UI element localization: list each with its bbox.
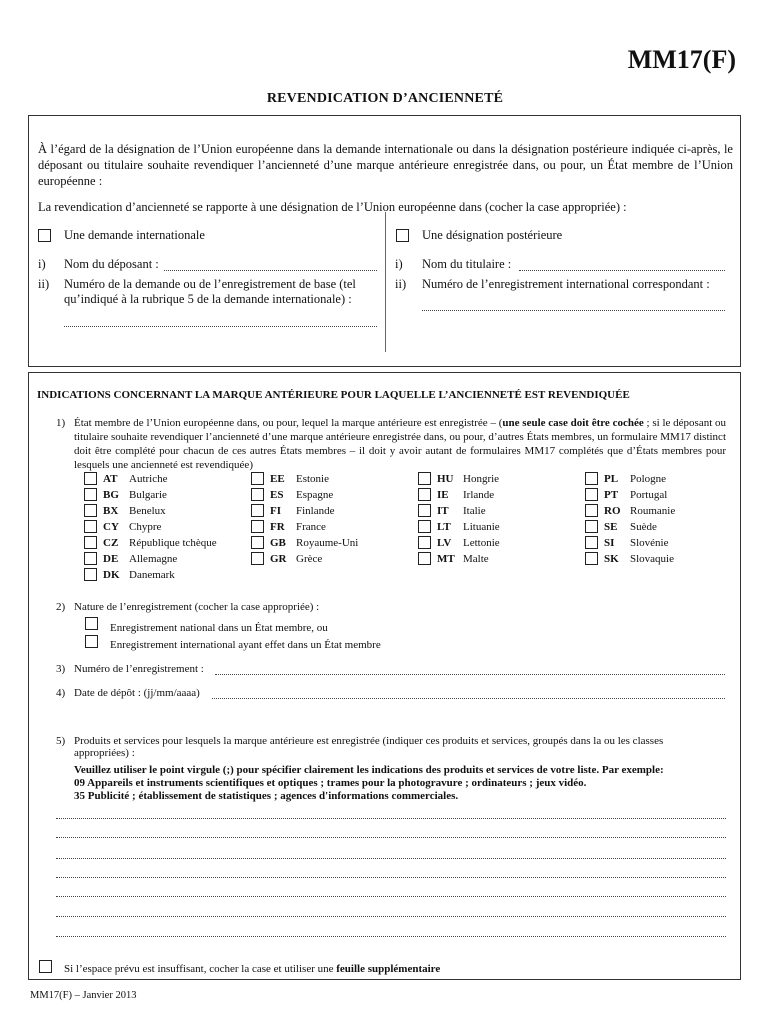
country-label	[437, 553, 489, 566]
q1-text: État membre de l’Union européenne dans, ou pour, lequel la marque antérieure est enregistrée – (une seule case doit être cochée ; si le déposant ou titulaire souhaite revendiquer l’ancienneté d’une marque antérieure enregistrée dans, ou pour, d’autres États membres, un formulaire MM17 distinct doit être complété pour chacun de ces autres États membres – il doit y avoir autant de formulaires MM17 complétés que d’États membres pour lesquels une ancienneté est revendiquée)	[74, 417, 727, 471]
subsequent-designation-label: Une désignation postérieure	[422, 228, 563, 242]
country-code: CY	[103, 521, 119, 533]
country-name: Irlande	[463, 489, 495, 501]
earlier-mark-section	[28, 372, 741, 980]
country-checkbox-sk[interactable]	[585, 552, 598, 565]
country-name: Lettonie	[463, 537, 500, 549]
international-application-label: Une demande internationale	[64, 228, 205, 242]
country-code: SE	[604, 521, 618, 533]
country-code: PT	[604, 489, 619, 501]
country-label	[604, 505, 675, 518]
additional-sheet-text: Si l’espace prévu est insuffisant, cocher la case et utiliser une feuille supplémentaire	[64, 963, 441, 975]
q3-number: 3)	[56, 663, 66, 675]
country-code: PL	[604, 473, 619, 485]
national-registration-label: Enregistrement national dans un État membre, ou	[110, 622, 328, 634]
country-name: Suède	[630, 521, 657, 533]
country-code: GR	[270, 553, 287, 565]
country-name: Grèce	[296, 553, 323, 565]
q1-number: 1)	[56, 417, 66, 429]
q3-label: Numéro de l’enregistrement :	[74, 663, 204, 675]
goods-services-line[interactable]	[56, 896, 726, 897]
country-code: SK	[604, 553, 619, 565]
country-code: HU	[437, 473, 454, 485]
country-label	[270, 537, 358, 550]
q2-label: Nature de l’enregistrement (cocher la case appropriée) :	[74, 601, 320, 613]
country-checkbox-pl[interactable]	[585, 472, 598, 485]
intl-registration-number-label: Numéro de l’enregistrement international correspondant :	[422, 277, 710, 291]
country-label	[103, 569, 175, 582]
intro-text: À l’égard de la désignation de l’Union européenne dans la demande internationale ou dans la désignation postérieure indiquée ci-après, le déposant ou titulaire souhaite revendiquer l’ancienneté d’une marque antérieure enregistrée dans, ou pour, un État membre de l’Union européenne :	[38, 142, 733, 188]
subsequent-designation-checkbox[interactable]	[396, 229, 409, 242]
country-label	[270, 553, 322, 566]
country-code: LT	[437, 521, 451, 533]
right-i-number: i)	[395, 257, 403, 271]
country-code: DK	[103, 569, 120, 581]
country-name: Espagne	[296, 489, 334, 501]
goods-services-line[interactable]	[56, 916, 726, 917]
country-label	[103, 537, 217, 550]
country-label	[437, 505, 486, 518]
country-name: Malte	[463, 553, 489, 565]
applicant-name-label: Nom du déposant :	[64, 257, 159, 271]
q2-number: 2)	[56, 601, 66, 613]
q4-label: Date de dépôt : (jj/mm/aaaa)	[74, 687, 200, 699]
country-checkbox-lt[interactable]	[418, 520, 431, 533]
country-checkbox-at[interactable]	[84, 472, 97, 485]
designation-section	[28, 115, 741, 367]
q5-number: 5)	[56, 735, 66, 747]
page-title: REVENDICATION D’ANCIENNETÉ	[266, 91, 504, 106]
additional-sheet-checkbox[interactable]	[39, 960, 52, 973]
country-code: LV	[437, 537, 452, 549]
q5-example-09: 09 Appareils et instruments scientifiques et optiques ; trames pour la photogravure ; ordinateurs ; jeux vidéo.	[74, 777, 587, 789]
country-code: FI	[270, 505, 281, 517]
country-name: Allemagne	[129, 553, 178, 565]
form-code: MM17(F)	[627, 45, 736, 74]
country-name: Benelux	[129, 505, 166, 517]
country-label	[437, 521, 500, 534]
q5-example-35: 35 Publicité ; établissement de statistiques ; agences d'informations commerciales.	[74, 790, 459, 802]
country-label	[604, 553, 674, 566]
country-code: RO	[604, 505, 621, 517]
country-checkbox-mt[interactable]	[418, 552, 431, 565]
country-checkbox-cy[interactable]	[84, 520, 97, 533]
goods-services-line[interactable]	[56, 877, 726, 878]
country-code: IE	[437, 489, 449, 501]
country-checkbox-ie[interactable]	[418, 488, 431, 501]
country-code: AT	[103, 473, 118, 485]
country-checkbox-es[interactable]	[251, 488, 264, 501]
basic-number-field[interactable]	[64, 326, 377, 327]
applicant-name-field[interactable]	[164, 270, 377, 271]
country-name: Lituanie	[463, 521, 500, 533]
country-code: SI	[604, 537, 615, 549]
country-name: Portugal	[630, 489, 668, 501]
country-name: Slovaquie	[630, 553, 674, 565]
country-checkbox-bg[interactable]	[84, 488, 97, 501]
country-name: République tchèque	[129, 537, 217, 549]
country-code: EE	[270, 473, 285, 485]
country-label	[270, 489, 333, 502]
country-checkbox-ro[interactable]	[585, 504, 598, 517]
country-checkbox-gr[interactable]	[251, 552, 264, 565]
country-name: France	[296, 521, 326, 533]
country-name: Estonie	[296, 473, 329, 485]
country-name: Danemark	[129, 569, 175, 581]
column-divider	[385, 212, 386, 352]
country-code: DE	[103, 553, 119, 565]
goods-services-line[interactable]	[56, 936, 726, 937]
country-checkbox-bx[interactable]	[84, 504, 97, 517]
holder-name-field[interactable]	[519, 270, 725, 271]
national-registration-checkbox[interactable]	[85, 617, 98, 630]
country-name: Pologne	[630, 473, 667, 485]
left-ii-number: ii)	[38, 277, 50, 291]
country-label	[103, 505, 166, 518]
registration-number-field[interactable]	[215, 674, 725, 675]
country-checkbox-ee[interactable]	[251, 472, 264, 485]
goods-services-line[interactable]	[56, 858, 726, 859]
country-checkbox-gb[interactable]	[251, 536, 264, 549]
country-label	[604, 473, 666, 486]
country-code: FR	[270, 521, 285, 533]
country-label	[437, 489, 494, 502]
country-checkbox-pt[interactable]	[585, 488, 598, 501]
country-checkbox-it[interactable]	[418, 504, 431, 517]
country-code: MT	[437, 553, 455, 565]
country-label	[103, 521, 161, 534]
q4-number: 4)	[56, 687, 66, 699]
country-name: Finlande	[296, 505, 335, 517]
goods-services-line[interactable]	[56, 837, 726, 838]
international-registration-label: Enregistrement international ayant effet dans un État membre	[110, 639, 381, 651]
international-registration-checkbox[interactable]	[85, 635, 98, 648]
country-name: Chypre	[129, 521, 162, 533]
country-name: Italie	[463, 505, 486, 517]
country-checkbox-cz[interactable]	[84, 536, 97, 549]
country-code: IT	[437, 505, 449, 517]
country-label	[604, 489, 667, 502]
country-label	[437, 473, 499, 486]
country-name: Roumanie	[630, 505, 676, 517]
country-label	[270, 473, 329, 486]
country-name: Slovénie	[630, 537, 669, 549]
basic-number-label-line1: Numéro de la demande ou de l’enregistrement de base (tel	[64, 277, 356, 291]
basic-number-label-line2: qu’indiqué à la rubrique 5 de la demande internationale) :	[64, 292, 352, 306]
right-ii-number: ii)	[395, 277, 407, 291]
country-label	[103, 553, 177, 566]
country-name: Royaume-Uni	[296, 537, 359, 549]
country-checkbox-si[interactable]	[585, 536, 598, 549]
country-checkbox-dk[interactable]	[84, 568, 97, 581]
intl-registration-number-field[interactable]	[422, 310, 725, 311]
country-checkbox-fi[interactable]	[251, 504, 264, 517]
country-checkbox-hu[interactable]	[418, 472, 431, 485]
country-code: GB	[270, 537, 286, 549]
country-label	[604, 537, 669, 550]
country-code: CZ	[103, 537, 119, 549]
relates-text: La revendication d’ancienneté se rapporte à une désignation de l’Union européenne dans (cocher la case appropriée) :	[38, 200, 627, 214]
country-name: Bulgarie	[129, 489, 167, 501]
holder-name-label: Nom du titulaire :	[422, 257, 512, 271]
country-label	[604, 521, 657, 534]
country-label	[103, 473, 167, 486]
international-application-checkbox[interactable]	[38, 229, 51, 242]
q5-instruction: Veuillez utiliser le point virgule (;) pour spécifier clairement les indications des produits et services de votre liste. Par exemple:	[74, 764, 664, 776]
footer: MM17(F) – Janvier 2013	[30, 990, 137, 1001]
q5-label-line2: appropriées) :	[74, 747, 135, 759]
q5-label-line1: Produits et services pour lesquels la marque antérieure est enregistrée (indiquer ces produits et services, groupés dans la ou les classes	[74, 735, 664, 747]
country-code: BG	[103, 489, 119, 501]
country-label	[103, 489, 167, 502]
country-checkbox-se[interactable]	[585, 520, 598, 533]
left-i-number: i)	[38, 257, 46, 271]
country-name: Autriche	[129, 473, 168, 485]
country-code: BX	[103, 505, 119, 517]
section-heading: INDICATIONS CONCERNANT LA MARQUE ANTÉRIEURE POUR LAQUELLE L’ANCIENNETÉ EST REVENDIQUÉE	[37, 389, 630, 401]
country-checkbox-lv[interactable]	[418, 536, 431, 549]
country-checkbox-de[interactable]	[84, 552, 97, 565]
country-checkbox-fr[interactable]	[251, 520, 264, 533]
filing-date-field[interactable]	[212, 698, 725, 699]
country-label	[270, 505, 335, 518]
goods-services-line[interactable]	[56, 818, 726, 819]
country-name: Hongrie	[463, 473, 500, 485]
country-code: ES	[270, 489, 284, 501]
country-label	[437, 537, 500, 550]
country-label	[270, 521, 326, 534]
